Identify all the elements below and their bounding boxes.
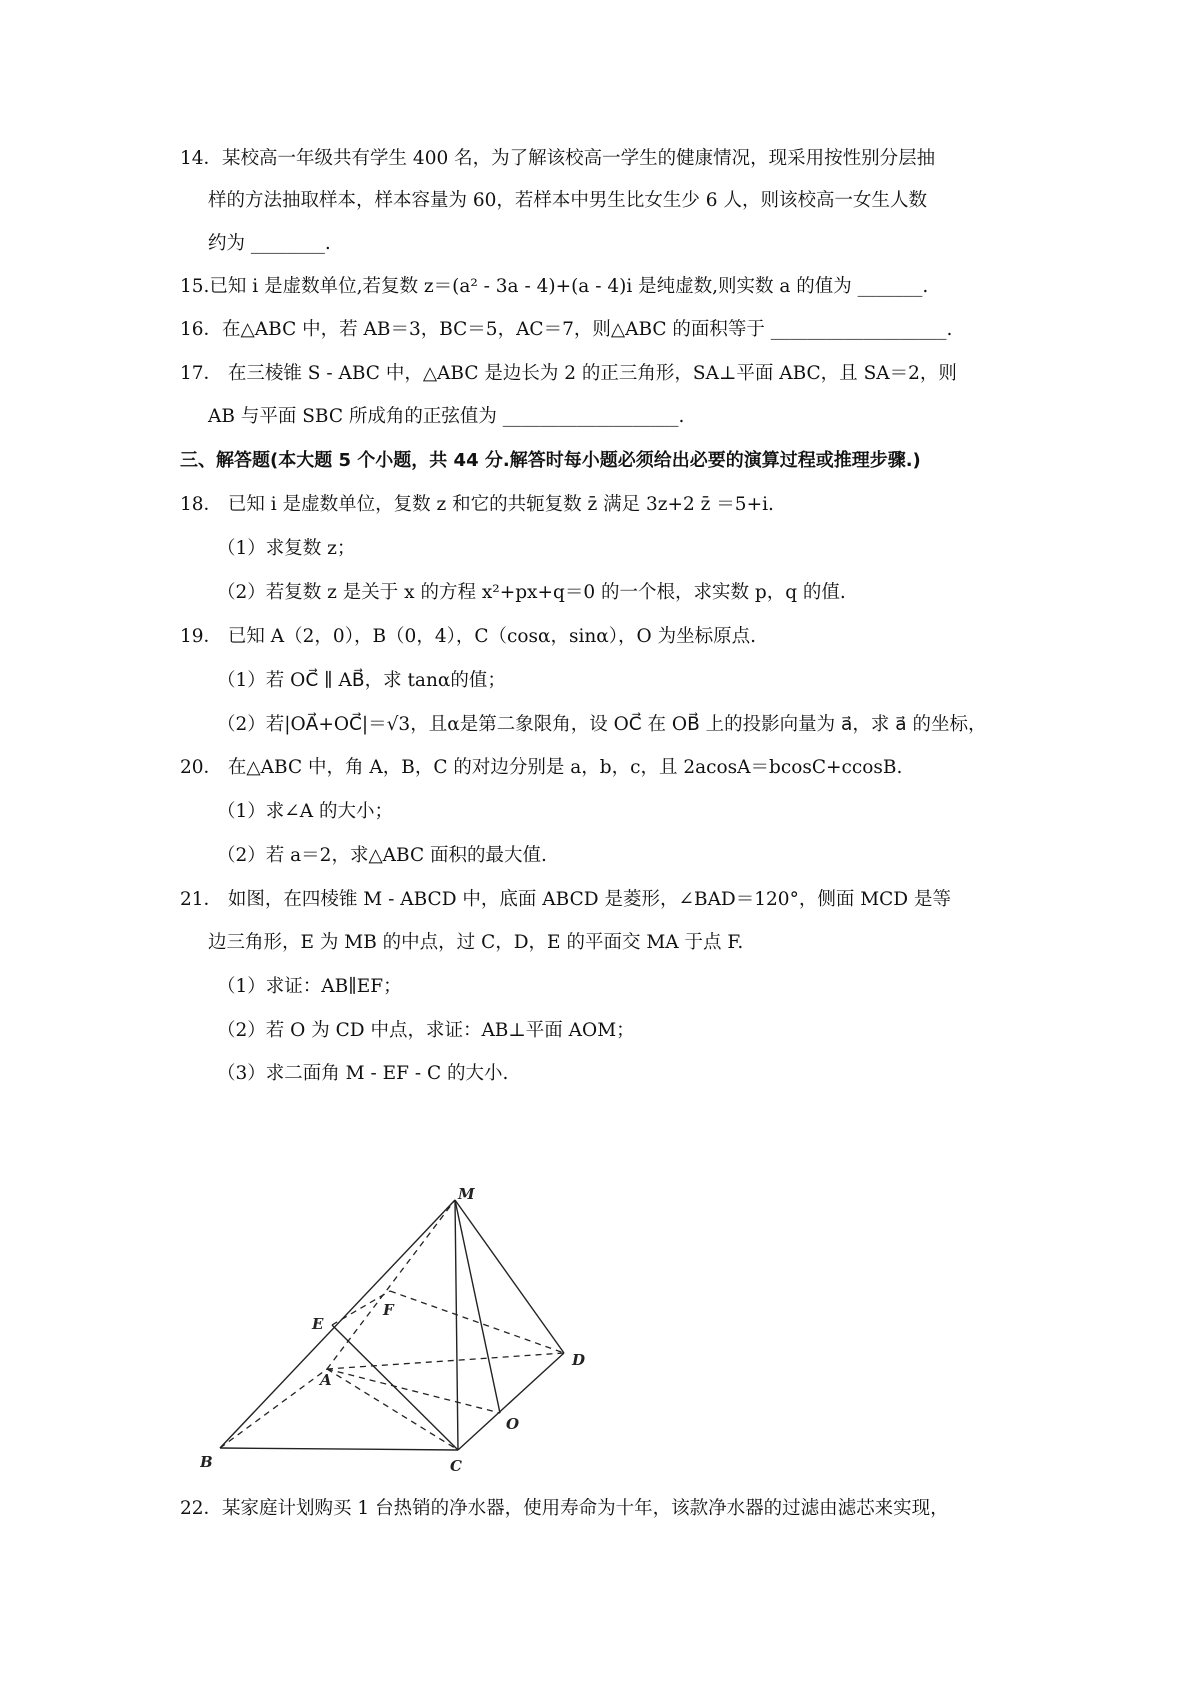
- q18: 18． 已知 i 是虚数单位，复数 z 和它的共轭复数 z̄ 满足 3z+2 z̄ ＝5+i.: [180, 494, 774, 515]
- edge-MB: [220, 1200, 455, 1448]
- edge-FD: [390, 1291, 564, 1353]
- label-O: O: [506, 1415, 520, 1433]
- q20: 20． 在△ABC 中，角 A，B，C 的对边分别是 a，b，c，且 2acosA＝bcosC+ccosB.: [180, 757, 903, 778]
- q15: 15.已知 i 是虚数单位,若复数 z＝(a² - 3a - 4)+(a - 4)i 是纯虚数,则实数 a 的值为 _______.: [180, 276, 929, 297]
- edge-AM: [327, 1200, 455, 1369]
- edge-BA: [220, 1369, 327, 1448]
- q21-line2: 边三角形，E 为 MB 的中点，过 C，D，E 的平面交 MA 于点 F.: [208, 932, 744, 953]
- q21-part2: （2）若 O 为 CD 中点，求证：AB⊥平面 AOM；: [217, 1020, 635, 1041]
- q20-part2: （2）若 a＝2，求△ABC 面积的最大值.: [217, 845, 547, 866]
- label-C: C: [450, 1457, 462, 1475]
- q14-line2: 样的方法抽取样本，样本容量为 60，若样本中男生比女生少 6 人，则该校高一女生人数: [208, 190, 927, 211]
- q18-part2: （2）若复数 z 是关于 x 的方程 x²+px+q＝0 的一个根，求实数 p，q 的值.: [217, 582, 846, 603]
- q21-part3: （3）求二面角 M - EF - C 的大小.: [217, 1063, 509, 1084]
- q17-line2: AB 与平面 SBC 所成角的正弦值为 ___________________.: [208, 406, 685, 427]
- q19: 19． 已知 A（2，0），B（0，4），C（cosα，sinα），O 为坐标原点.: [180, 626, 756, 647]
- q14-line1: 14．某校高一年级共有学生 400 名，为了解该校高一学生的健康情况，现采用按性别分层抽: [180, 148, 936, 169]
- q19-part2: （2）若|OA⃗+OC⃗|＝√3，且α是第二象限角，设 OC⃗ 在 OB⃗ 上的投影向量为 a⃗，求 a⃗ 的坐标，: [217, 714, 987, 735]
- q18-part1: （1）求复数 z；: [217, 538, 356, 559]
- pyramid-diagram: [200, 1185, 640, 1480]
- edge-EC: [332, 1325, 458, 1450]
- q17-line1: 17． 在三棱锥 S - ABC 中，△ABC 是边长为 2 的正三角形，SA⊥平面 ABC，且 SA＝2，则: [180, 363, 957, 384]
- label-D: D: [572, 1351, 586, 1369]
- q19-part1: （1）若 OC⃗ ∥ AB⃗，求 tanα的值；: [217, 670, 506, 691]
- label-A: A: [320, 1371, 332, 1389]
- label-E: E: [312, 1315, 324, 1333]
- edge-MC: [455, 1200, 458, 1450]
- q22: 22．某家庭计划购买 1 台热销的净水器，使用寿命为十年，该款净水器的过滤由滤芯来实现，: [180, 1498, 949, 1519]
- pyramid-figure: [200, 1185, 640, 1480]
- label-B: B: [200, 1453, 213, 1471]
- edge-CD: [458, 1353, 564, 1450]
- label-F: F: [383, 1301, 394, 1319]
- edge-AC: [327, 1369, 458, 1450]
- edge-BC: [220, 1448, 458, 1450]
- q16: 16．在△ABC 中，若 AB＝3，BC＝5，AC＝7，则△ABC 的面积等于 ___________________.: [180, 319, 953, 340]
- q21-part1: （1）求证：AB∥EF；: [217, 976, 402, 997]
- section-heading: 三、解答题(本大题 5 个小题，共 44 分.解答时每小题必须给出必要的演算过程或推理步骤.): [180, 450, 921, 471]
- label-M: M: [458, 1185, 475, 1203]
- q21-line1: 21． 如图，在四棱锥 M - ABCD 中，底面 ABCD 是菱形，∠BAD＝120°，侧面 MCD 是等: [180, 889, 952, 910]
- q14-line3: 约为 ________.: [208, 233, 331, 254]
- q20-part1: （1）求∠A 的大小；: [217, 801, 394, 822]
